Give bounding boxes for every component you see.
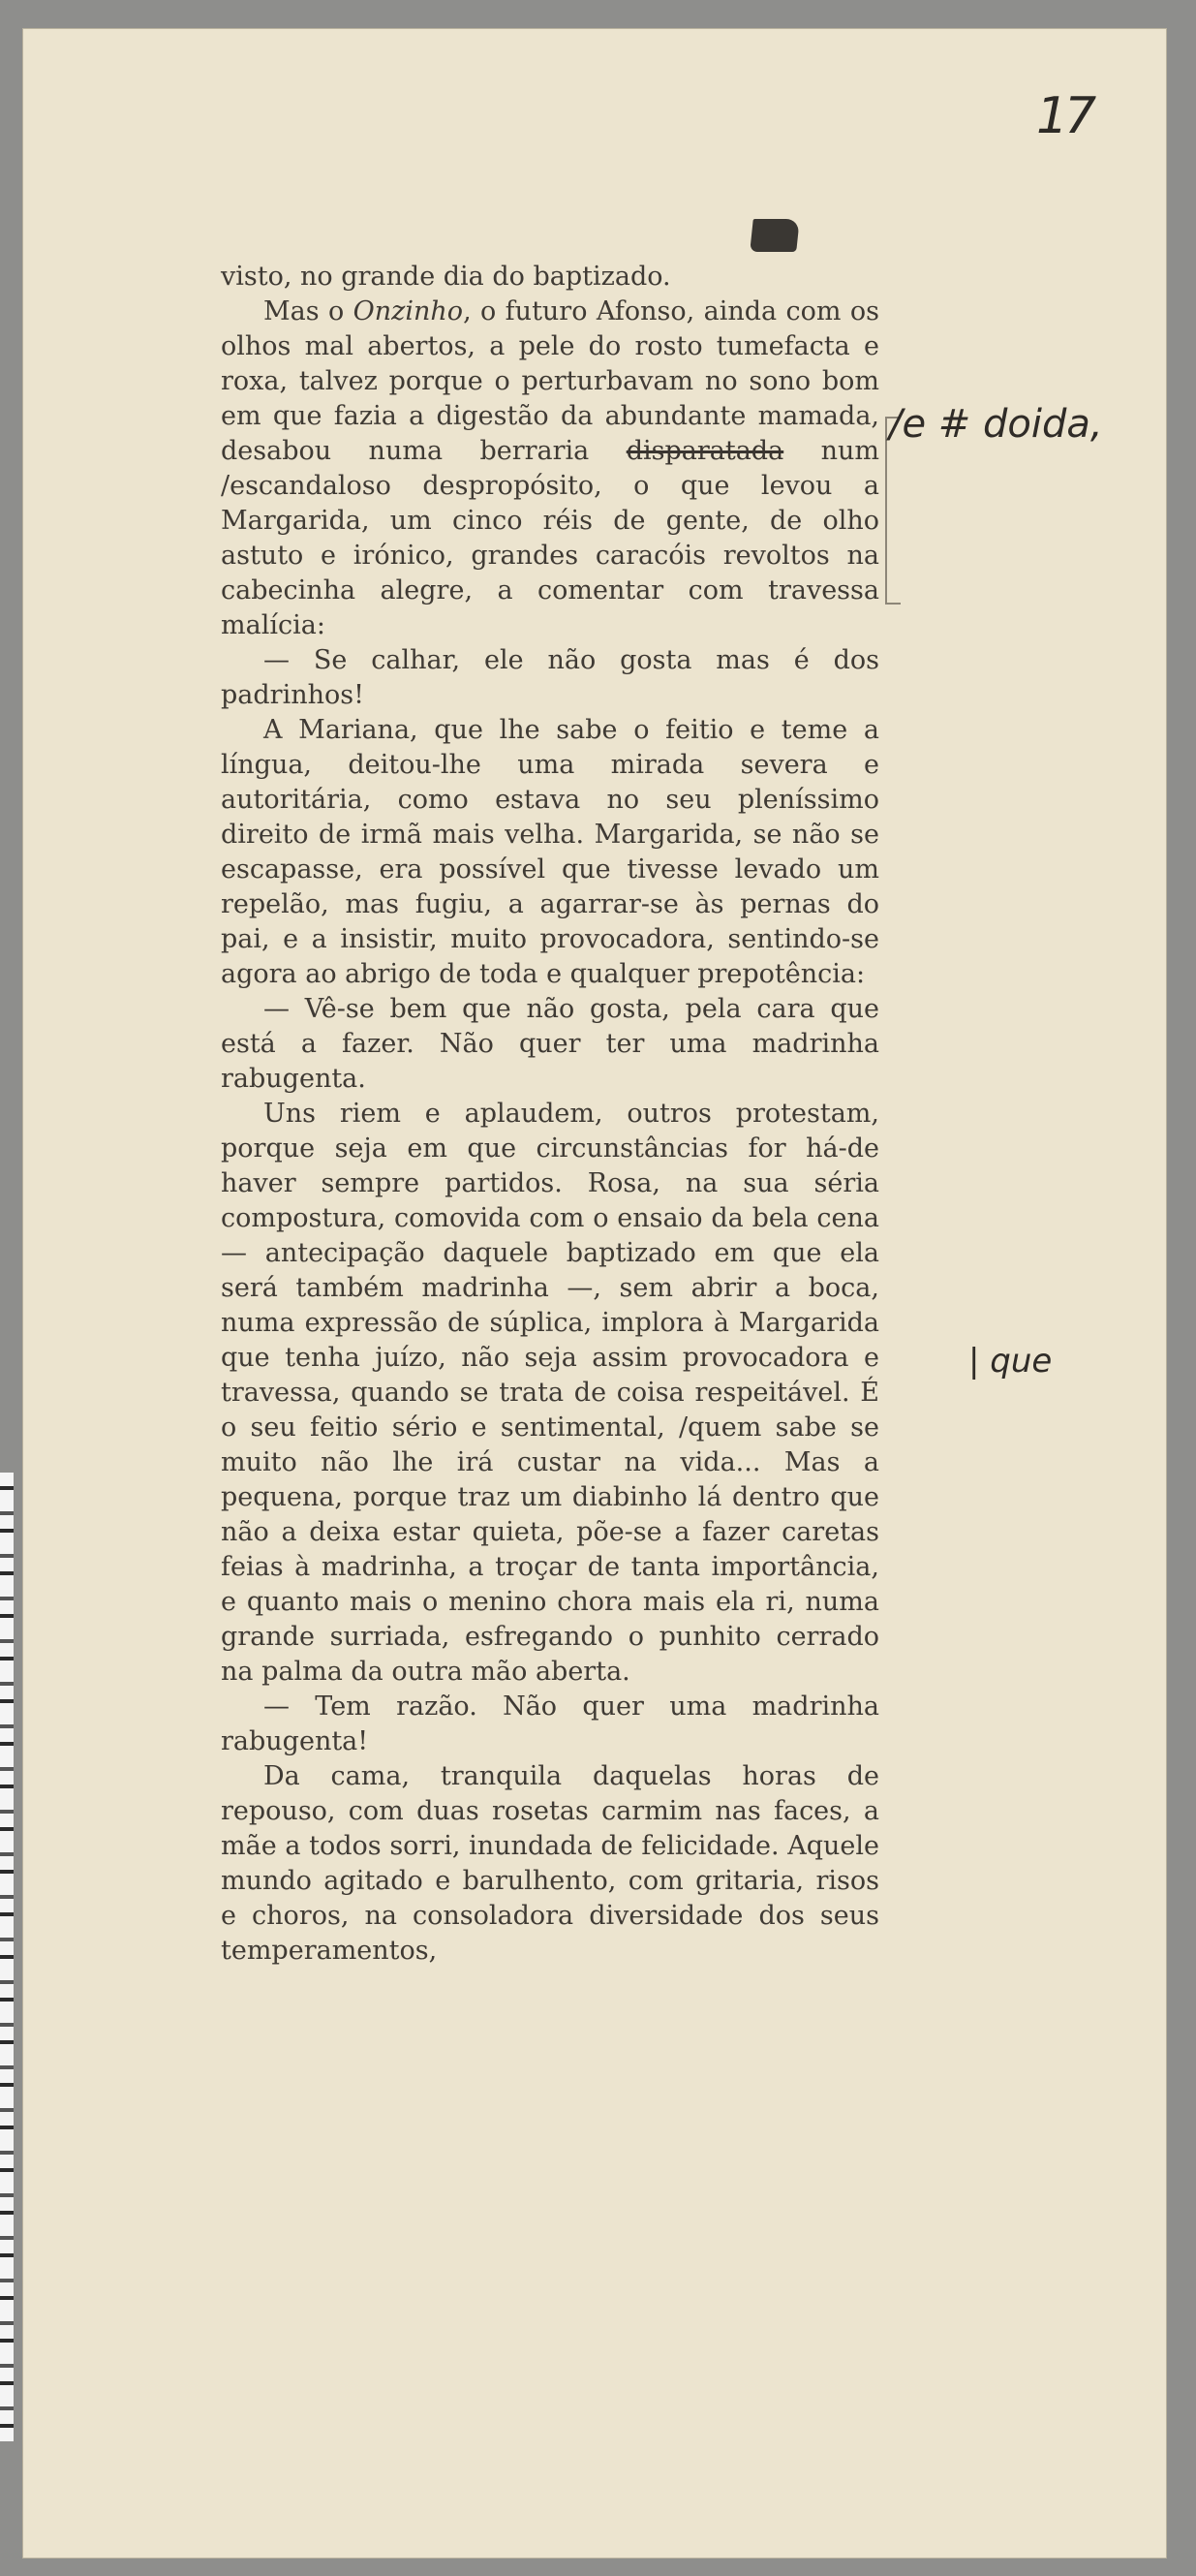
text-span: Mas o <box>263 296 353 326</box>
paragraph: visto, no grande dia do baptizado. <box>221 262 671 292</box>
italic-text: Onzinho <box>353 296 464 326</box>
paragraph: Da cama, tranquila daquelas horas de repouso, com duas rosetas carmim nas faces, a mãe a todos sorri, inundada de felicidade. Aquele mundo agitado e barulhento, com gritaria, risos e choros, na consoladora diversidade dos seus temperamentos, <box>221 1761 879 1966</box>
ink-mark <box>750 219 800 252</box>
paragraph: Uns riem e aplaudem, outros protestam, porque seja em que circunstâncias for há-de haver sempre partidos. Rosa, na sua séria compostura, comovida com o ensaio da bela cena — antecipação daquele baptizado em que ela será também madrinha —, sem abrir a boca, numa expressão de súplica, implora à Margarida que tenha juízo, não seja assim provocadora e travessa, quando se trata de coisa respeitável. É o seu feitio sério e sentimental, /quem sabe se muito não lhe irá custar na vida... Mas a pequena, porque traz um diabinho lá dentro que não a deixa estar quieta, põe-se a fazer caretas feias à madrinha, a troçar de tanta importância, e quanto mais o menino chora mais ela ri, numa grande surriada, esfregando o punhito cerrado na palma da outra mão aberta. <box>221 1099 879 1687</box>
text-span: num /escandaloso despropósito, o que levou a Margarida, um cinco réis de gente, de olho astuto e irónico, grandes caracóis revoltos na cabecinha alegre, a comentar com travessa malícia: <box>221 436 880 640</box>
paragraph: — Vê-se bem que não gosta, pela cara que está a fazer. Não quer ter uma madrinha rabugenta. <box>221 994 879 1094</box>
page-number: 17 <box>1036 87 1093 145</box>
body-text <box>221 260 879 1969</box>
margin-note: /e # doida, <box>889 402 1103 447</box>
margin-note: | que <box>968 1342 1053 1381</box>
struck-word: disparatada <box>626 436 784 466</box>
paragraph <box>221 295 879 643</box>
text-span: , o futuro Afonso, ainda com os olhos mal abertos, a pele do rosto tumefacta e roxa, talvez porque o perturbavam no sono bom em que fazia a digestão da abundante mamada, desabou numa berraria <box>221 296 879 466</box>
paragraph: — Tem razão. Não quer uma madrinha rabugenta! <box>221 1691 879 1756</box>
paragraph: A Mariana, que lhe sabe o feitio e teme a língua, deitou-lhe uma mirada severa e autoritária, como estava no seu pleníssimo direito de irmã mais velha. Margarida, se não se escapasse, era possível que tivesse levado um repelão, mas fugiu, a agarrar-se às pernas do pai, e a insistir, muito provocadora, sentindo-se agora ao abrigo de toda e qualquer prepotência: <box>221 715 879 989</box>
scale-strip <box>0 1473 14 2441</box>
paragraph: — Se calhar, ele não gosta mas é dos padrinhos! <box>221 645 879 710</box>
